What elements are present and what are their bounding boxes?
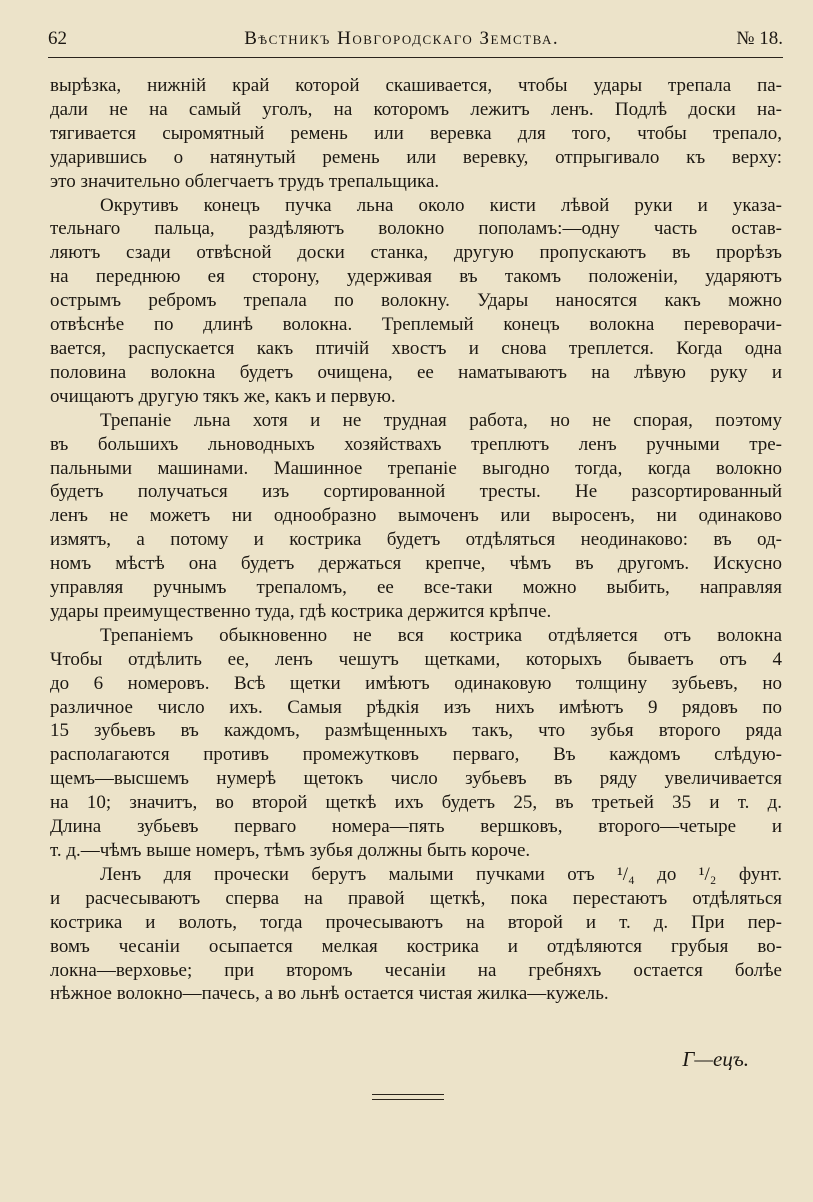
paragraph xyxy=(50,74,782,194)
text-line: пальными машинами. Машинное трепаніе выгодно тогда, когда волокно xyxy=(50,457,782,479)
text-line: локна—верховье; при второмъ чесаніи на гребняхъ остается болѣе xyxy=(50,959,782,981)
text-line: очищаютъ другую тякъ же, какъ и первую. xyxy=(50,385,396,407)
page-number: 62 xyxy=(48,28,67,49)
text-line: вырѣзка, нижній край которой скашивается, чтобы удары трепала па- xyxy=(50,75,782,96)
text-line: дали не на самый уголъ, на которомъ лежитъ ленъ. Подлѣ доски на- xyxy=(50,98,782,120)
journal-title: Вѣстникъ Новгородскаго Земства. xyxy=(244,28,560,49)
text-line: нѣжное волокно—пачесь, а во льнѣ остается чистая жилка—кужель. xyxy=(50,983,609,1005)
header-rule xyxy=(48,57,783,58)
text-line: Трепаніемъ обыкновенно не вся кострика отдѣляется отъ волокна xyxy=(100,624,782,646)
text-line: различное число ихъ. Самыя рѣдкія изъ нихъ имѣютъ 9 рядовъ по xyxy=(50,696,782,718)
text-line: Чтобы отдѣлить ее, ленъ чешутъ щетками, которыхъ бываетъ отъ 4 xyxy=(50,648,782,670)
text-line: вомъ чесаніи осыпается мелкая кострика и отдѣляются грубыя во- xyxy=(50,935,782,957)
text-line: на переднюю ея сторону, удерживая въ такомъ положеніи, ударяютъ xyxy=(50,266,782,288)
text-line: ляютъ сзади отвѣсной доски станка, другую пропускаютъ въ прорѣзъ xyxy=(50,242,782,264)
text-line: и расчесываютъ сперва на правой щеткѣ, пока перестаютъ отдѣляться xyxy=(50,887,782,909)
text-line: номъ мѣстѣ она будетъ держаться крепче, чѣмъ въ другомъ. Искусно xyxy=(50,553,782,575)
text-line: отвѣснѣе по длинѣ волокна. Треплемый конецъ волокна переворачи- xyxy=(50,314,782,336)
signature: Г—ецъ. xyxy=(682,1047,749,1071)
text-line: на 10; значитъ, во второй щеткѣ ихъ будетъ 25, въ третьей 35 и т. д. xyxy=(50,792,782,814)
text-line: управляя ручнымъ трепаломъ, ее все-таки можно выбить, направляя xyxy=(50,577,782,599)
text-line: въ большихъ льноводныхъ хозяйствахъ треплютъ ленъ ручными тре- xyxy=(50,433,782,455)
paragraph xyxy=(50,194,782,409)
paragraph xyxy=(50,624,782,863)
paragraph xyxy=(50,863,782,1006)
text-line: ударившись о натянутый ремень или веревку, отпрыгивало къ верху: xyxy=(50,146,782,168)
text-line: это значительно облегчаетъ трудъ трепальщика. xyxy=(50,170,440,192)
text-line: Длина зубьевъ перваго номера—пять вершковъ, второго—четыре и xyxy=(50,816,782,838)
text-line: т. д.—чѣмъ выше номеръ, тѣмъ зубья должны быть короче. xyxy=(50,840,531,861)
text-line: тягивается сыромятный ремень или веревка для того, чтобы трепало, xyxy=(50,122,782,144)
text-line: до 6 номеровъ. Всѣ щетки имѣютъ одинаковую толщину зубьевъ, но xyxy=(50,672,782,694)
text-line: располагаются противъ промежутковъ перваго, Въ каждомъ слѣдую- xyxy=(50,744,782,766)
text-line: ленъ не можетъ ни однообразно вымоченъ или выросенъ, ни одинаково xyxy=(50,505,782,527)
text-line: 15 зубьевъ въ каждомъ, размѣщенныхъ такъ, что зубья второго ряда xyxy=(50,720,782,742)
page-header xyxy=(48,28,783,54)
paragraph xyxy=(50,409,782,624)
text-line: острымъ ребромъ трепала по волокну. Удары наносятся какъ можно xyxy=(50,290,782,312)
text-line: удары преимущественно туда, гдѣ кострика держится крѣпче. xyxy=(50,600,552,622)
article-body xyxy=(50,74,782,1006)
text-line: кострика и волоть, тогда прочесываютъ на второй и т. д. При пер- xyxy=(50,911,782,933)
text-line: Ленъ для прочески берутъ малыми пучками отъ ¹/₄ до ¹/₂ фунт. xyxy=(100,863,782,885)
text-line: Трепаніе льна хотя и не трудная работа, но не спорая, поэтому xyxy=(100,409,782,431)
text-line: вается, распускается какъ птичій хвостъ и снова треплется. Когда одна xyxy=(50,337,782,359)
issue-number: № 18. xyxy=(736,28,783,49)
text-line: щемъ—высшемъ нумерѣ щетокъ число зубьевъ въ ряду увеличивается xyxy=(50,768,782,790)
text-line: будетъ получаться изъ сортированной тресты. Не разсортированный xyxy=(50,481,782,503)
text-line: половина волокна будетъ очищена, ее наматываютъ на лѣвую руку и xyxy=(50,361,782,383)
text-line: тельнаго пальца, раздѣляютъ волокно пополамъ:—одну часть остав- xyxy=(50,218,782,240)
text-line: Окрутивъ конецъ пучка льна около кисти лѣвой руки и указа- xyxy=(100,194,782,216)
text-line: измятъ, а потому и кострика будетъ отдѣляться неодинаково: въ од- xyxy=(50,529,782,551)
end-double-rule xyxy=(372,1094,444,1100)
